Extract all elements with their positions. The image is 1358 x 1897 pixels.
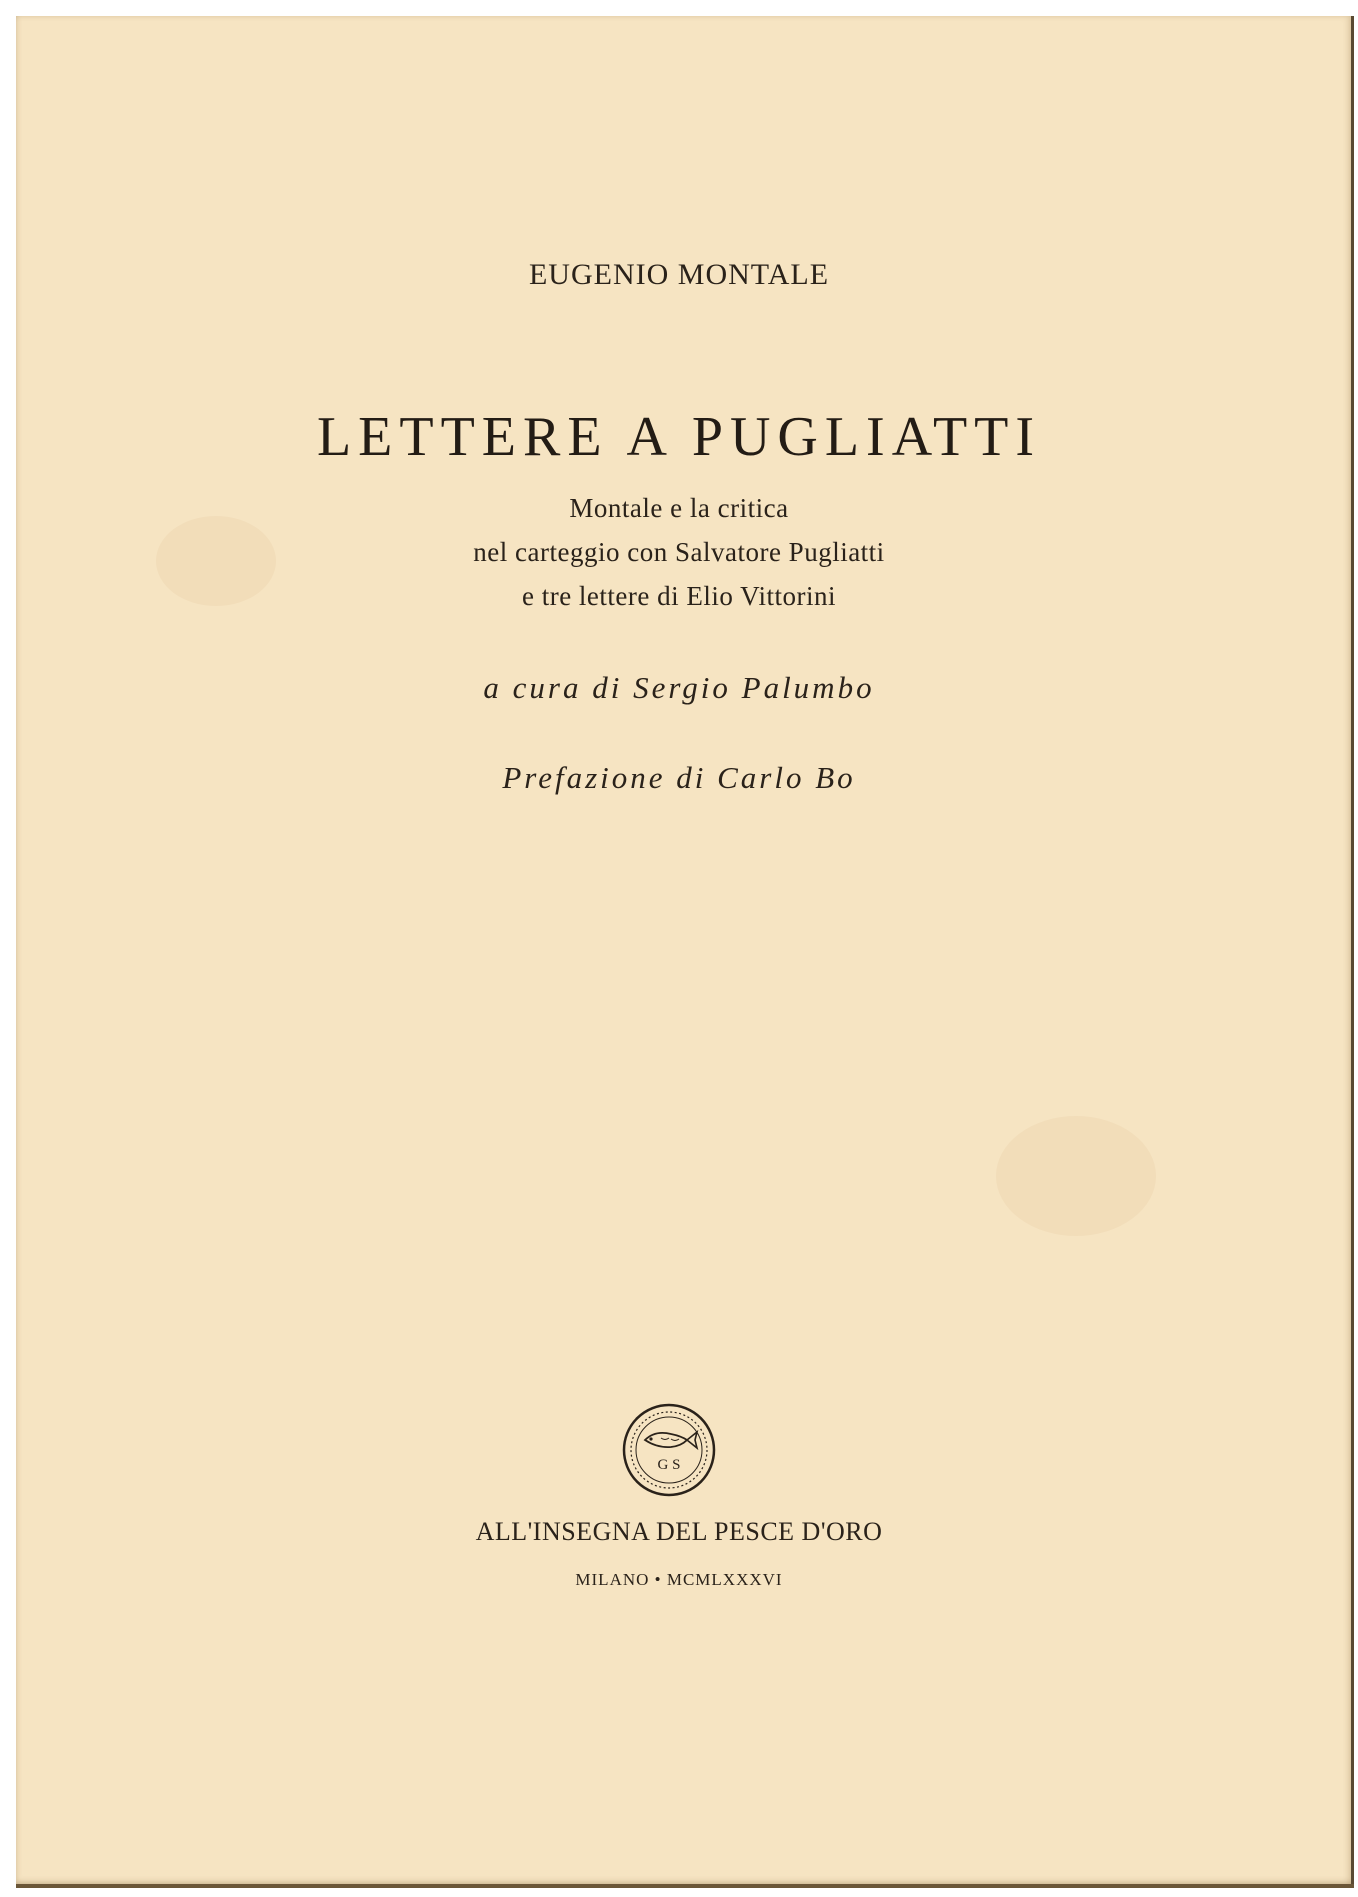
subtitle-line: nel carteggio con Salvatore Pugliatti bbox=[473, 537, 885, 567]
page-right-edge bbox=[1351, 16, 1354, 1886]
book-title: LETTERE A PUGLIATTI bbox=[316, 406, 1042, 468]
page-bottom-edge bbox=[16, 1884, 1354, 1888]
book-title-page bbox=[16, 16, 1354, 1886]
logo-monogram: G S bbox=[657, 1457, 681, 1473]
fish-seal-icon bbox=[621, 1402, 717, 1498]
paper-stain bbox=[996, 1116, 1156, 1236]
preface-credit: Prefazione di Carlo Bo bbox=[502, 760, 856, 795]
subtitle-line: e tre lettere di Elio Vittorini bbox=[521, 581, 837, 611]
author-name: EUGENIO MONTALE bbox=[528, 258, 830, 291]
publisher-name: ALL'INSEGNA DEL PESCE D'ORO bbox=[475, 1517, 883, 1546]
subtitle-line: Montale e la critica bbox=[569, 493, 789, 523]
curator-credit: a cura di Sergio Palumbo bbox=[483, 670, 875, 705]
publication-city-year: MILANO • MCMLXXXVI bbox=[575, 1570, 783, 1589]
